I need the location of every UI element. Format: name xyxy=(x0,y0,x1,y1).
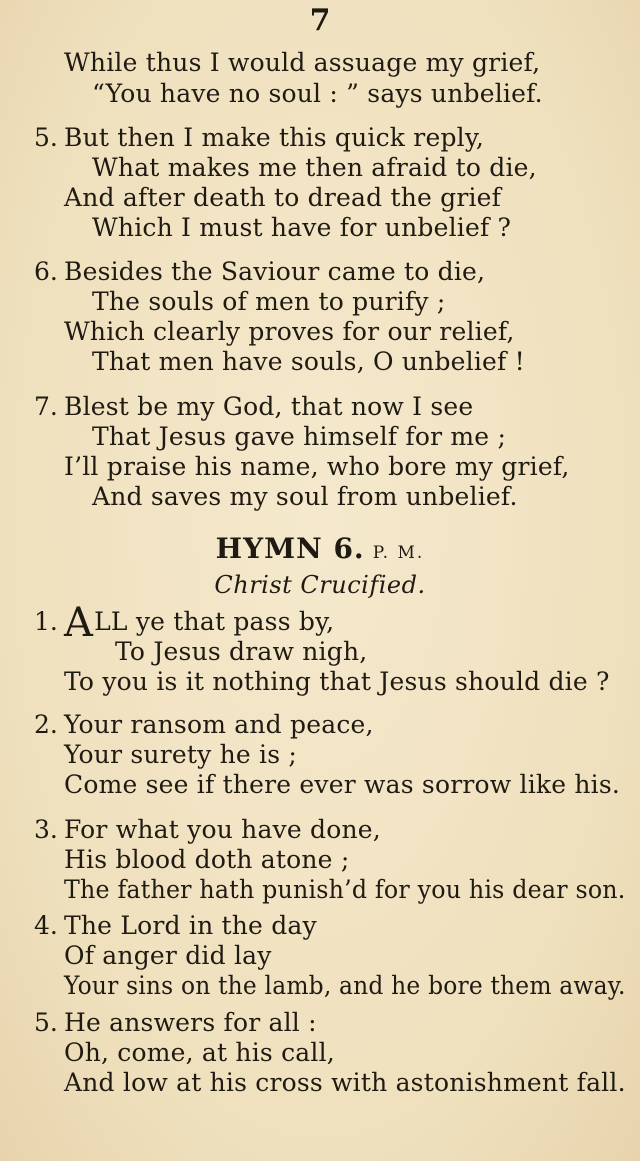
verse-line: And after death to dread the grief xyxy=(64,183,502,212)
verse-number: 7. xyxy=(34,392,58,421)
verse-line: Besides the Saviour came to die, xyxy=(64,257,486,286)
hymn-title: HYMN 6. xyxy=(215,532,365,565)
verse-line: The souls of men to purify ; xyxy=(92,287,446,316)
verse-line: Your sins on the lamb, and he bore them away. xyxy=(64,971,626,1000)
verse-line: He answers for all : xyxy=(64,1008,317,1037)
verse-line: I’ll praise his name, who bore my grief, xyxy=(64,452,570,481)
verse-line: Which clearly proves for our relief, xyxy=(64,317,515,346)
hymn-meter: P. M. xyxy=(372,543,425,563)
verse-line: And saves my soul from unbelief. xyxy=(92,482,518,511)
verse-number: 1. xyxy=(34,607,58,636)
verse-line: Of anger did lay xyxy=(64,941,272,970)
verse-line: To Jesus draw nigh, xyxy=(115,637,368,666)
verse-line: His blood doth atone ; xyxy=(64,845,350,874)
verse-line: And low at his cross with astonishment fall. xyxy=(64,1068,626,1097)
verse-number: 4. xyxy=(34,911,58,940)
verse-line: Your ransom and peace, xyxy=(64,710,374,739)
verse-line: Oh, come, at his call, xyxy=(64,1038,335,1067)
verse-line: Your surety he is ; xyxy=(64,740,298,769)
drop-cap: A xyxy=(64,600,94,646)
verse-number: 6. xyxy=(34,257,58,286)
page-number: 7 xyxy=(309,3,331,38)
verse-line: To you is it nothing that Jesus should die ? xyxy=(64,667,610,696)
verse-line: While thus I would assuage my grief, xyxy=(64,48,541,77)
hymn-subtitle: Christ Crucified. xyxy=(214,571,426,599)
verse-number: 3. xyxy=(34,815,58,844)
verse-number: 5. xyxy=(34,123,58,152)
verse-line: “You have no soul : ” says unbelief. xyxy=(92,79,543,108)
verse-number: 2. xyxy=(34,710,58,739)
verse-line: That men have souls, O unbelief ! xyxy=(92,347,525,376)
verse-line: Blest be my God, that now I see xyxy=(64,392,474,421)
verse-line: Come see if there ever was sorrow like his. xyxy=(64,770,621,799)
verse-line xyxy=(64,600,335,646)
verse-line: For what you have done, xyxy=(64,815,381,844)
verse-line: That Jesus gave himself for me ; xyxy=(92,422,507,451)
verse-line: But then I make this quick reply, xyxy=(64,123,484,152)
verse-line: Which I must have for unbelief ? xyxy=(92,213,512,242)
verse-line-text: LL ye that pass by, xyxy=(94,607,335,636)
verse-number: 5. xyxy=(34,1008,58,1037)
hymn-heading xyxy=(0,532,640,565)
verse-line: The Lord in the day xyxy=(64,911,317,940)
verse-line: The father hath punish’d for you his dear son. xyxy=(64,875,626,904)
verse-line: What makes me then afraid to die, xyxy=(92,153,537,182)
